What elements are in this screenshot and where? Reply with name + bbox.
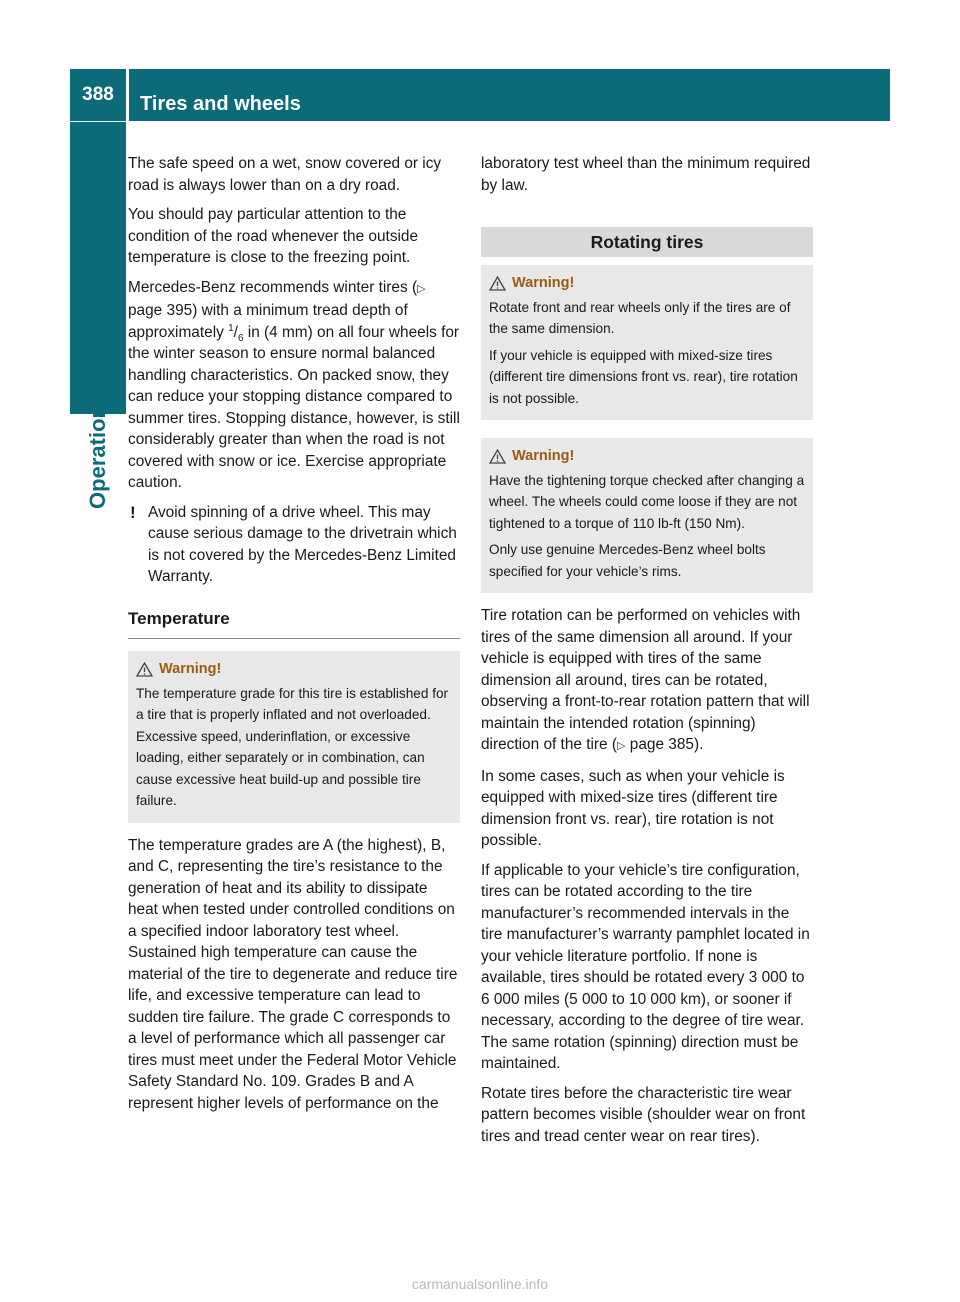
warning-text: Rotate front and rear wheels only if the tires are of the same dimension. [489, 299, 791, 336]
page-ref-arrow-icon: ▷ [617, 740, 626, 752]
paragraph: The safe speed on a wet, snow covered or icy road is always lower than on a dry road. [128, 155, 442, 194]
warning-title: Warning! [159, 661, 222, 677]
paragraph: laboratory test wheel than the minimum required by law. [481, 155, 811, 194]
paragraph: If applicable to your vehicle’s tire configuration, tires can be rotated according to the tire manufacturer’s recommended intervals in the tire manufacturer’s warranty pamphlet located in your vehicle literature portfolio. If none is available, tires should be rotated every 3 000 to 6 000 miles (5 000 to 10 000 km), or sooner if necessary, according to the degree of tire wear. The same rotation (spinning) direction must be maintained. [481, 861, 810, 1072]
watermark: carmanualsonline.info [411, 1276, 549, 1292]
paragraph: Rotate tires before the characteristic tire wear pattern becomes visible (shoulder wear on front tires and tread center wear on rear tires). [481, 1084, 806, 1145]
warning-text: If your vehicle is equipped with mixed-size tires (different tire dimensions front vs. rear), tire rotation is not possible. [489, 347, 798, 406]
warning-triangle-icon [489, 276, 506, 291]
header-divider [126, 69, 129, 121]
warning-box [481, 265, 813, 420]
note-text: Avoid spinning of a drive wheel. This may cause serious damage to the drivetrain which is not covered by the Mercedes-Benz Limited Warranty. [148, 503, 457, 585]
fraction-numerator: 1 [228, 322, 234, 334]
warning-triangle-icon [136, 662, 153, 677]
page-number: 388 [82, 84, 114, 105]
warning-title: Warning! [512, 275, 575, 291]
chapter-title: Tires and wheels [140, 93, 301, 115]
section-heading-temperature: Temperature [128, 608, 460, 640]
paragraph: You should pay particular attention to the condition of the road whenever the outside temperature is close to the freezing point. [128, 206, 419, 266]
warning-text: Only use genuine Mercedes-Benz wheel bolts specified for your vehicle’s rims. [489, 542, 766, 579]
warning-box [128, 651, 460, 823]
page-ref-arrow-icon: ▷ [417, 282, 426, 295]
warning-triangle-icon [489, 449, 506, 464]
exclamation-icon: ! [130, 502, 136, 522]
paragraph: Tire rotation can be performed on vehicles with tires of the same dimension all around. If your vehicle is equipped with tires of the same dimension all around, tires can be rotated, observing a front-to-rear rotation pattern that will maintain the intended rotation (spinning) direction of the tire (▷ page 385). [481, 607, 810, 753]
paragraph: In some cases, such as when your vehicle is equipped with mixed-size tires (different tire dimension front vs. rear), tire rotation is not possible. [481, 767, 785, 849]
section-label-text: Operation [85, 405, 110, 509]
section-label [70, 405, 126, 509]
page-ref-link[interactable]: page 385 [629, 736, 694, 753]
side-tab [70, 122, 126, 414]
warning-title: Warning! [512, 448, 575, 464]
page-ref-link[interactable]: page 395 [128, 302, 193, 319]
paragraph: The temperature grades are A (the highest), B, and C, representing the tire’s resistance to the generation of heat and its ability to dissipate heat when tested under controlled conditions on a specified indoor laboratory test wheel. Sustained high temperature can cause the material of the tire to degenerate and reduce tire life, and excessive temperature can lead to sudden tire failure. The grade C corresponds to a level of performance which all passenger car tires must meet under the Federal Motor Vehicle Safety Standard No. 109. Grades B and A represent higher levels of performance on the [128, 836, 458, 1112]
left-column [128, 153, 460, 1122]
section-heading-rotating-tires: Rotating tires [481, 227, 813, 257]
right-column [481, 153, 813, 1155]
warning-text: The temperature grade for this tire is established for a tire that is properly inflated and not overloaded. Excessive speed, underinflation, or excessive loading, either separately or in combination, can cause excessive heat build-up and possible tire failure. [136, 685, 449, 808]
fraction-denominator: 6 [237, 332, 244, 344]
note [128, 502, 460, 588]
warning-text: Have the tightening torque checked after changing a wheel. The wheels could come loose if they are not tightened to a torque of 110 lb-ft (150 Nm). [489, 472, 805, 531]
paragraph: Mercedes-Benz recommends winter tires (▷ page 395) with a minimum tread depth of approximately $^1/_6$ in (4 mm) on all four wheels for the winter season to ensure normal balanced handling characteristics. On packed snow, they can reduce your stopping distance compared to summer tires. Stopping distance, however, is still considerably greater than when the road is not covered with snow or ice. Exercise appropriate caution. [128, 278, 460, 491]
warning-box [481, 438, 813, 593]
